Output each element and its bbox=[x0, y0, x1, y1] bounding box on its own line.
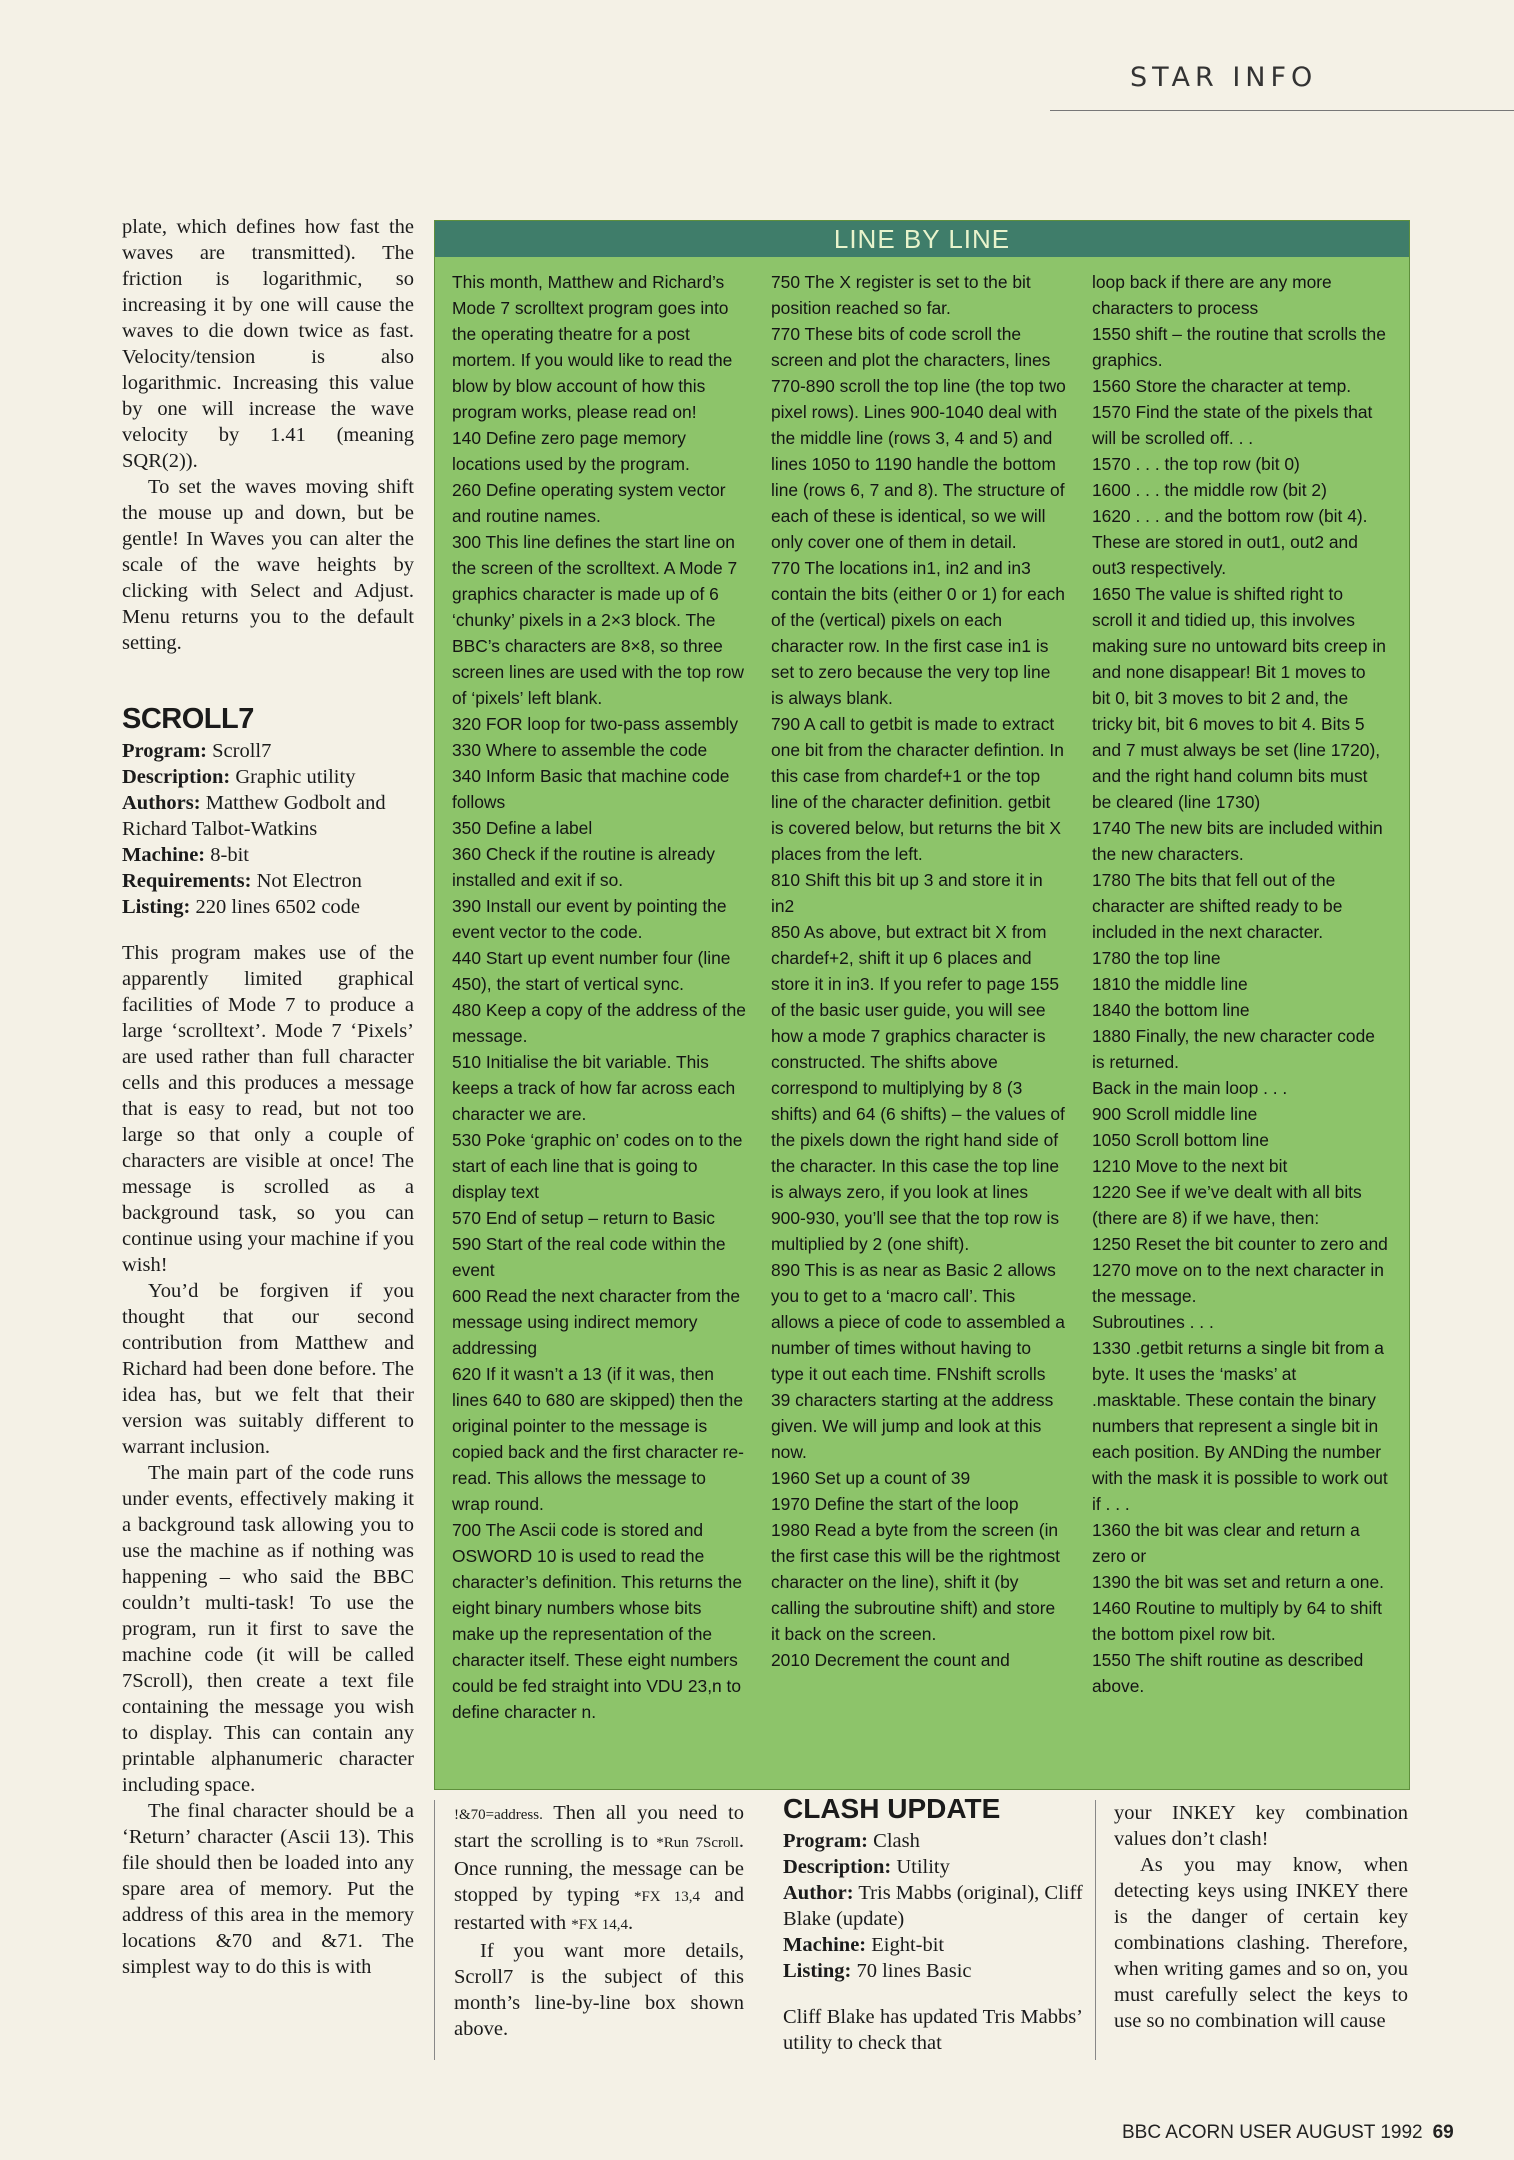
meta-value: Graphic utility bbox=[235, 766, 356, 788]
line-entry: 1570 Find the state of the pixels that will be scrolled off. . . bbox=[1092, 402, 1373, 448]
line-entry: 1570 . . . the top row (bit 0) bbox=[1092, 454, 1300, 474]
line-entry: 510 Initialise the bit variable. This keeps a track of how far across each character we are. bbox=[452, 1052, 736, 1124]
text-run: . bbox=[627, 1912, 634, 1934]
intro-paragraph: plate, which defines how fast the waves are transmitted). The friction is logarithmic, so increasing it by one will cause the waves to die down twice as fast. Velocity/tension is also logarithmic. Increasing this value by one will increase the wave velocity by 1.41 (meaning SQR(2)). bbox=[122, 216, 414, 472]
line-entry: 890 This is as near as Basic 2 allows you to get to a ‘macro call’. This allows a piece of code to assembled a number of times without having to type it out each time. FNshift scrolls 39 characters starting at the address given. We will jump and look at this now. bbox=[771, 1260, 1065, 1462]
meta-label: Machine: bbox=[783, 1934, 867, 1956]
line-entry: 620 If it wasn’t a 13 (if it was, then lines 640 to 680 are skipped) then the original pointer to the message is copied back and the first character re-read. This allows the message to wrap round. bbox=[452, 1364, 744, 1514]
column-rule bbox=[434, 1800, 435, 2060]
line-by-line-title: LINE BY LINE bbox=[435, 221, 1409, 257]
page-footer bbox=[1122, 2122, 1454, 2144]
page-number: 69 bbox=[1432, 2122, 1454, 2143]
middle-column bbox=[454, 1800, 744, 2042]
line-entry: Subroutines . . . bbox=[1092, 1312, 1214, 1332]
meta-label: Author: bbox=[783, 1882, 854, 1904]
box-column-1 bbox=[452, 269, 748, 1725]
line-entry: 1600 . . . the middle row (bit 2) bbox=[1092, 480, 1327, 500]
right-column bbox=[1114, 1800, 1408, 2034]
meta-label: Listing: bbox=[122, 896, 191, 918]
line-entry: 790 A call to getbit is made to extract one bit from the character defintion. In this case from chardef+1 or the top line of the character definition. getbit is covered below, but returns the bit X places from the left. bbox=[771, 714, 1064, 864]
meta-value: Eight-bit bbox=[871, 1934, 945, 1956]
line-entry: 140 Define zero page memory locations used by the program. bbox=[452, 428, 690, 474]
code-text: *Run 7Scroll bbox=[656, 1835, 739, 1851]
line-entry: 480 Keep a copy of the address of the message. bbox=[452, 1000, 746, 1046]
line-entry: 530 Poke ‘graphic on’ codes on to the start of each line that is going to display text bbox=[452, 1130, 743, 1202]
text-run: and restarted with bbox=[454, 1884, 744, 1934]
middle-paragraph bbox=[454, 1800, 744, 1938]
line-entry: 1550 shift – the routine that scrolls the graphics. bbox=[1092, 324, 1386, 370]
line-entry: 390 Install our event by pointing the event vector to the code. bbox=[452, 896, 727, 942]
line-entry: 1740 The new bits are included within the new characters. bbox=[1092, 818, 1383, 864]
line-entry: 340 Inform Basic that machine code follows bbox=[452, 766, 730, 812]
line-entry: 1250 Reset the bit counter to zero and bbox=[1092, 1234, 1388, 1254]
line-entry: 350 Define a label bbox=[452, 818, 593, 838]
line-entry: 1980 Read a byte from the screen (in the first case this will be the rightmost character on the line), shift it (by calling the subroutine shift) and store it back on the screen. bbox=[771, 1520, 1060, 1644]
meta-value: 220 lines 6502 code bbox=[195, 896, 361, 918]
line-entry: 900 Scroll middle line bbox=[1092, 1104, 1258, 1124]
code-text: *FX 13,4 bbox=[633, 1889, 700, 1905]
line-entry: 1360 the bit was clear and return a zero or bbox=[1092, 1520, 1360, 1566]
line-by-line-box bbox=[434, 220, 1410, 1790]
line-entry: 1270 move on to the next character in the message. bbox=[1092, 1260, 1384, 1306]
meta-value: Not Electron bbox=[256, 870, 362, 892]
meta-label: Program: bbox=[783, 1830, 869, 1852]
meta-label: Requirements: bbox=[122, 870, 252, 892]
line-entry: 1960 Set up a count of 39 bbox=[771, 1468, 971, 1488]
line-entry: 1550 The shift routine as described above. bbox=[1092, 1650, 1364, 1696]
body-paragraph: The final character should be a ‘Return’ character (Ascii 13). This file should then be loaded into any spare area of memory. Put the address of this area in the memory locations &70 and &71. The simplest way to do this is with bbox=[122, 1800, 414, 1978]
meta-label: Description: bbox=[783, 1856, 892, 1878]
meta-label: Description: bbox=[122, 766, 231, 788]
line-entry: 1560 Store the character at temp. bbox=[1092, 376, 1352, 396]
line-entry: 770 These bits of code scroll the screen and plot the characters, lines 770-890 scroll the top line (the top two pixel rows). Lines 900-1040 deal with the middle line (rows 3, 4 and 5) and lines 1050 to 1190 handle the bottom line (rows 6, 7 and 8). The structure of each of these is identical, so we will only cover one of them in detail. bbox=[771, 324, 1066, 552]
line-entry: 1780 the top line bbox=[1092, 948, 1221, 968]
line-entry: 750 The X register is set to the bit position reached so far. bbox=[771, 272, 1031, 318]
clash-update bbox=[783, 1793, 1083, 2056]
line-entry: 810 Shift this bit up 3 and store it in in2 bbox=[771, 870, 1043, 916]
scroll7-title: SCROLL7 bbox=[122, 703, 254, 735]
text-run: . Once running, the message can be stopped by typing bbox=[454, 1830, 744, 1906]
intro-paragraph: To set the waves moving shift the mouse up and down, but be gentle! In Waves you can alter the scale of the wave heights by clicking with Select and Adjust. Menu returns you to the default setting. bbox=[122, 476, 414, 654]
line-entry: 700 The Ascii code is stored and OSWORD 10 is used to read the character’s definition. This returns the eight binary numbers whose bits make up the representation of the character itself. These eight numbers could be fed straight into VDU 23,n to define character n. bbox=[452, 1520, 742, 1722]
line-entry: 1210 Move to the next bit bbox=[1092, 1156, 1288, 1176]
line-entry: 1050 Scroll bottom line bbox=[1092, 1130, 1269, 1150]
line-entry: 2010 Decrement the count and bbox=[771, 1650, 1010, 1670]
line-entry: loop back if there are any more characters to process bbox=[1092, 272, 1332, 318]
line-entry: 1880 Finally, the new character code is returned. bbox=[1092, 1026, 1375, 1072]
line-entry: 260 Define operating system vector and routine names. bbox=[452, 480, 726, 526]
meta-value: 70 lines Basic bbox=[856, 1960, 972, 1982]
column-rule bbox=[1095, 1800, 1096, 2060]
meta-value: 8-bit bbox=[210, 844, 249, 866]
line-entry: 1220 See if we’ve dealt with all bits (there are 8) if we have, then: bbox=[1092, 1182, 1362, 1228]
middle-paragraph: If you want more details, Scroll7 is the subject of this month’s line-by-line box shown above. bbox=[454, 1940, 744, 2040]
line-entry: 570 End of setup – return to Basic bbox=[452, 1208, 715, 1228]
clash-title: CLASH UPDATE bbox=[783, 1793, 1001, 1824]
box-column-3 bbox=[1092, 269, 1388, 1699]
text-run: Then all you need to start the scrolling is to bbox=[454, 1802, 744, 1852]
line-entry: 600 Read the next character from the message using indirect memory addressing bbox=[452, 1286, 741, 1358]
meta-value: Clash bbox=[873, 1830, 920, 1852]
line-entry: This month, Matthew and Richard’s Mode 7 scrolltext program goes into the operating theatre for a post mortem. If you would like to read the blow by blow account of how this program works, please read on! bbox=[452, 272, 733, 422]
code-text: !&70=address. bbox=[454, 1807, 543, 1823]
line-entry: 770 The locations in1, in2 and in3 contain the bits (either 0 or 1) for each of the (vertical) pixels on each character row. In the first case in1 is set to zero because the very top line is always blank. bbox=[771, 558, 1065, 708]
meta-value: Tris Mabbs (original), Cliff Blake (update) bbox=[783, 1882, 1083, 1930]
line-entry: 1620 . . . and the bottom row (bit 4). These are stored in out1, out2 and out3 respectively. bbox=[1092, 506, 1368, 578]
right-paragraph: your INKEY key combination values don’t clash! bbox=[1114, 1802, 1408, 1850]
line-entry: 850 As above, but extract bit X from chardef+2, shift it up 6 places and store it in in3. If you refer to page 155 of the basic user guide, you will see how a mode 7 graphics character is constructed. The shifts above correspond to multiplying by 8 (3 shifts) and 64 (6 shifts) – the values of the pixels down the right hand side of the character. In this case the top line is always zero, if you look at lines 900-930, you’ll see that the top row is multiplied by 2 (one shift). bbox=[771, 922, 1065, 1254]
meta-label: Listing: bbox=[783, 1960, 852, 1982]
line-entry: 1970 Define the start of the loop bbox=[771, 1494, 1019, 1514]
body-paragraph: The main part of the code runs under events, effectively making it a background task allowing you to use the machine as if nothing was happening – who said the BBC couldn’t multi-task! To use the program, run it first to save the machine code (it will be called 7Scroll), then create a text file containing the message you wish to display. This can contain any printable alphanumeric character including space. bbox=[122, 1462, 414, 1796]
box-column-2 bbox=[771, 269, 1067, 1673]
meta-value: Utility bbox=[896, 1856, 950, 1878]
line-entry: 320 FOR loop for two-pass assembly bbox=[452, 714, 739, 734]
meta-label: Machine: bbox=[122, 844, 206, 866]
body-paragraph: This program makes use of the apparently limited graphical facilities of Mode 7 to produce a large ‘scrolltext’. Mode 7 ‘Pixels’ are used rather than full character cells and this produces a message that is easy to read, but not too large so that only a couple of characters are visible at once! The message is scrolled as a background task, so you can continue using your machine if you wish! bbox=[122, 942, 414, 1276]
header-rule bbox=[1050, 110, 1514, 111]
line-entry: 590 Start of the real code within the event bbox=[452, 1234, 726, 1280]
meta-value: Matthew Godbolt and Richard Talbot-Watkins bbox=[122, 792, 386, 840]
clash-body: Cliff Blake has updated Tris Mabbs’ utility to check that bbox=[783, 2006, 1083, 2054]
line-entry: Back in the main loop . . . bbox=[1092, 1078, 1288, 1098]
line-entry: 1460 Routine to multiply by 64 to shift the bottom pixel row bit. bbox=[1092, 1598, 1383, 1644]
meta-value: Scroll7 bbox=[212, 740, 272, 762]
line-entry: 330 Where to assemble the code bbox=[452, 740, 708, 760]
line-entry: 1330 .getbit returns a single bit from a byte. It uses the ‘masks’ at .masktable. These contain the binary numbers that represent a single bit in each position. By ANDing the number with the mask it is possible to work out if . . . bbox=[1092, 1338, 1388, 1514]
meta-label: Authors: bbox=[122, 792, 201, 814]
left-column bbox=[122, 214, 414, 1980]
right-paragraph: As you may know, when detecting keys using INKEY there is the danger of certain key combinations clashing. Therefore, when writing games and so on, you must carefully select the keys to use so no combination will cause bbox=[1114, 1854, 1408, 2032]
line-entry: 1840 the bottom line bbox=[1092, 1000, 1250, 1020]
line-entry: 1810 the middle line bbox=[1092, 974, 1248, 994]
section-header: STAR INFO bbox=[1130, 62, 1318, 93]
clash-meta bbox=[783, 1828, 1083, 1984]
meta-label: Program: bbox=[122, 740, 208, 762]
line-entry: 1650 The value is shifted right to scroll it and tidied up, this involves making sure no untoward bits creep in and none disappear! Bit 1 moves to bit 0, bit 3 moves to bit 2 and, the tricky bit, bit 6 moves to bit 4. Bits 5 and 7 must always be set (line 1720), and the right hand column bits must be cleared (line 1730) bbox=[1092, 584, 1386, 812]
line-entry: 360 Check if the routine is already installed and exit if so. bbox=[452, 844, 715, 890]
scroll7-meta bbox=[122, 738, 414, 920]
line-entry: 440 Start up event number four (line 450), the start of vertical sync. bbox=[452, 948, 731, 994]
code-text: *FX 14,4 bbox=[571, 1917, 628, 1933]
magazine-issue: BBC ACORN USER AUGUST 1992 bbox=[1122, 2122, 1423, 2143]
body-paragraph: You’d be forgiven if you thought that our second contribution from Matthew and Richard had been done before. The idea has, but we felt that their version was suitably different to warrant inclusion. bbox=[122, 1280, 414, 1458]
line-entry: 300 This line defines the start line on the screen of the scrolltext. A Mode 7 graphics character is made up of 6 ‘chunky’ pixels in a 2×3 block. The BBC’s characters are 8×8, so three screen lines are used with the top row of ‘pixels’ left blank. bbox=[452, 532, 744, 708]
line-entry: 1780 The bits that fell out of the character are shifted ready to be included in the next character. bbox=[1092, 870, 1343, 942]
line-entry: 1390 the bit was set and return a one. bbox=[1092, 1572, 1384, 1592]
